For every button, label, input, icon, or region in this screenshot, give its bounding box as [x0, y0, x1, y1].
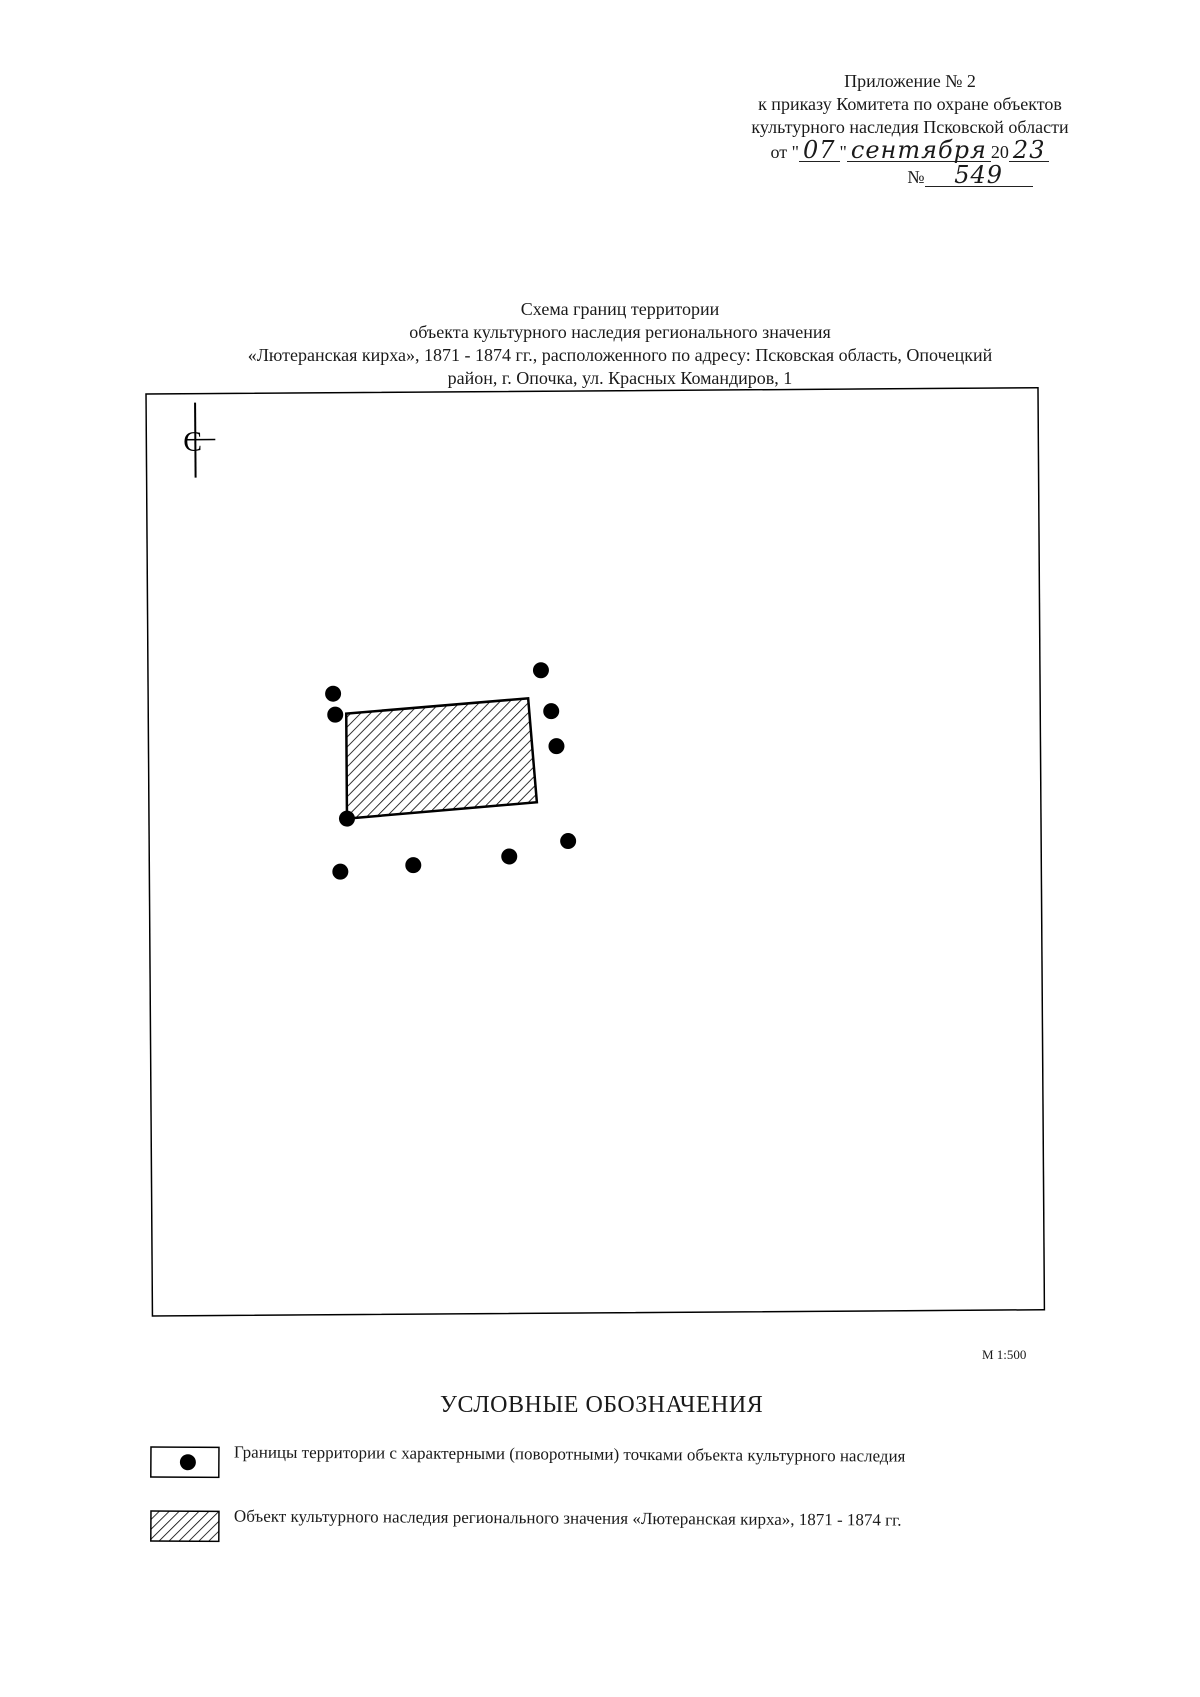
boundary-legend-text: Границы территории с характерными (поворотными) точками объекта культурного наследия	[233, 1442, 906, 1466]
title-line-4: район, г. Опочка, ул. Красных Командиров, 1	[447, 368, 793, 388]
north-arrow-icon	[183, 403, 216, 478]
committee-name: культурного наследия Псковской области	[751, 117, 1069, 137]
title-line-2: объекта культурного наследия регионального значения	[409, 322, 831, 342]
north-letter: С	[183, 426, 203, 458]
number-prefix: №	[907, 167, 925, 187]
scheme-title	[150, 298, 1090, 390]
hatched-object-legend-icon	[150, 1510, 220, 1542]
date-month: сентября	[847, 139, 991, 162]
object-legend-text: Объект культурного наследия регионального значения «Лютеранская кирха», 1871 - 1874 гг.	[233, 1506, 902, 1530]
order-date	[700, 136, 1120, 164]
date-day: 07	[799, 139, 840, 162]
date-mid: "	[839, 142, 847, 162]
heritage-object-polygon	[346, 698, 537, 818]
date-year: 23	[1009, 139, 1050, 162]
boundary-point	[327, 707, 343, 723]
map-scale: М 1:500	[982, 1347, 1027, 1362]
order-number: 549	[925, 164, 1033, 187]
boundary-point	[325, 686, 341, 702]
boundary-point	[560, 833, 576, 849]
date-year-prefix: 20	[990, 142, 1009, 162]
date-prefix: от "	[770, 142, 799, 162]
map-canvas	[145, 387, 1045, 1317]
title-line-3: «Лютеранская кирха», 1871 - 1874 гг., расположенного по адресу: Псковская область, Опочецкий	[247, 345, 993, 365]
boundary-point	[548, 738, 564, 754]
boundary-point	[533, 662, 549, 678]
boundary-point	[543, 703, 559, 719]
order-reference: к приказу Комитета по охране объектов	[758, 94, 1062, 114]
boundary-point	[501, 848, 517, 864]
appendix-header	[700, 70, 1120, 189]
title-line-1: Схема границ территории	[520, 299, 720, 319]
boundary-point	[339, 811, 355, 827]
boundary-point	[405, 857, 421, 873]
legend-title: УСЛОВНЫЕ ОБОЗНАЧЕНИЯ	[440, 1392, 764, 1418]
boundary-point-legend-icon	[150, 1446, 220, 1478]
appendix-number: Приложение № 2	[844, 71, 976, 91]
boundary-point	[332, 864, 348, 880]
legend-boundary-item	[150, 1444, 1024, 1483]
boundary-map	[145, 387, 1045, 1317]
map-border	[146, 388, 1044, 1316]
order-number-line	[700, 161, 1120, 189]
legend-object-item	[150, 1508, 1024, 1547]
